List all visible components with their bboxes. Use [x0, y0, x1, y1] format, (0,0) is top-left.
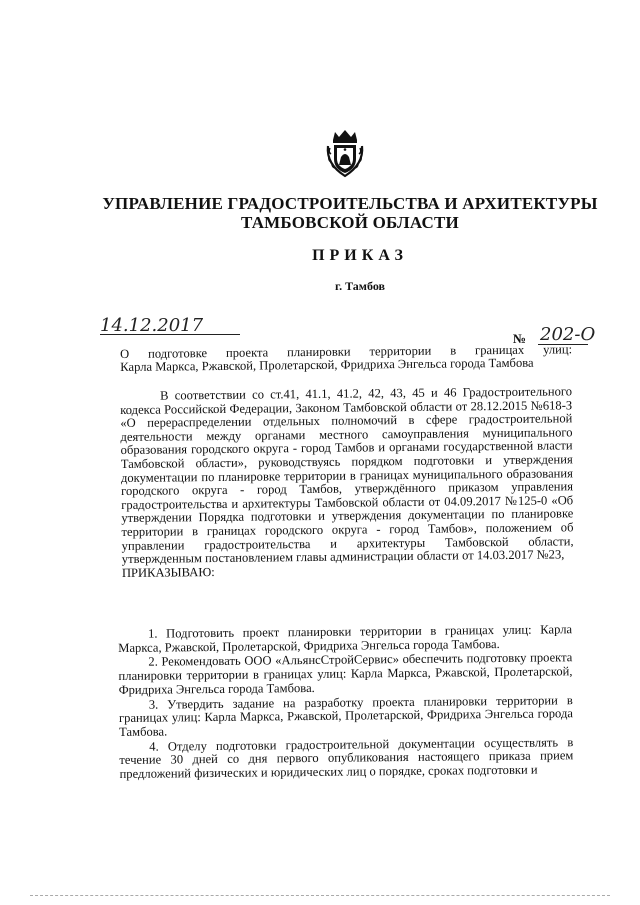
- order-preamble: [120, 385, 574, 580]
- order-item-3: 3. Утвердить задание на разработку проекта планировки территории в границах улиц: Карла Маркса, Ржавской, Пролетарской, Фридриха Энгельса города Тамбова.: [118, 692, 573, 739]
- scan-edge-divider: [30, 895, 610, 898]
- document-number-label: №: [513, 331, 527, 346]
- handwritten-document-number: 202-О: [540, 324, 596, 345]
- document-city: г. Тамбов: [335, 279, 385, 293]
- order-items: [118, 623, 574, 782]
- order-subject: [120, 343, 572, 374]
- orders-word: ПРИКАЗЫВАЮ:: [121, 564, 215, 580]
- date-underline: [100, 334, 240, 335]
- organization-region: ТАМБОВСКОЙ ОБЛАСТИ: [241, 213, 459, 232]
- order-item-4: 4. Отделу подготовки градостроительной документации осуществлять в течение 30 дней со дня первого опубликования настоящего приказа прием предложений физических и юридических лиц о порядке, сроках подготовки и: [119, 734, 574, 782]
- order-item-2: 2. Рекомендовать ООО «АльянсСтройСервис» обеспечить подготовку проекта планировки территории в границах улиц: Карла Маркса, Ржавской, Пролетарской, Фридриха Энгельса города Тамбова.: [118, 650, 573, 697]
- order-item-1: 1. Подготовить проект планировки территории в границах улиц: Карла Маркса, Ржавской, Пролетарской, Фридриха Энгельса города Тамбова.: [118, 622, 573, 655]
- subject-line-1: О подготовке проекта планировки территории в границах улиц:: [119, 342, 573, 361]
- tambov-coat-of-arms-icon: [324, 128, 366, 178]
- handwritten-date: 14.12.2017: [100, 315, 204, 336]
- document-type-title: ПРИКАЗ: [312, 247, 408, 264]
- preamble-paragraph: В соответствии со ст.41, 41.1, 41.2, 42, 43, 45 и 46 Градостроительного кодекса Российской Федерации, Законом Тамбовской области от 28.12.2015 №618-З «О перераспределении отдельных полномочий в сфере градостроительной деятельности между органами местного самоуправления муниципального образования городского округа - город Тамбов и органами государственной власти Тамбовской области», руководствуясь порядком подготовки и утверждения документации по планировке территории в границах муниципального образования городского округа - город Тамбов, утверждённого приказом управления градостроительства и архитектуры Тамбовской области от 04.09.2017 №125-0 «Об утверждении Порядка подготовки и утверждения документации по планировке территории в границах городского округа - город Тамбов», положением об управлении градостроительства и архитектуры Тамбовской области, утвержденным постановлением главы администрации области от 14.03.2017 №23,: [120, 384, 574, 567]
- organization-name: УПРАВЛЕНИЕ ГРАДОСТРОИТЕЛЬСТВА И АРХИТЕКТУРЫ: [102, 194, 598, 213]
- subject-line-2: Карла Маркса, Ржавской, Пролетарской, Фридриха Энгельса города Тамбова: [120, 355, 534, 374]
